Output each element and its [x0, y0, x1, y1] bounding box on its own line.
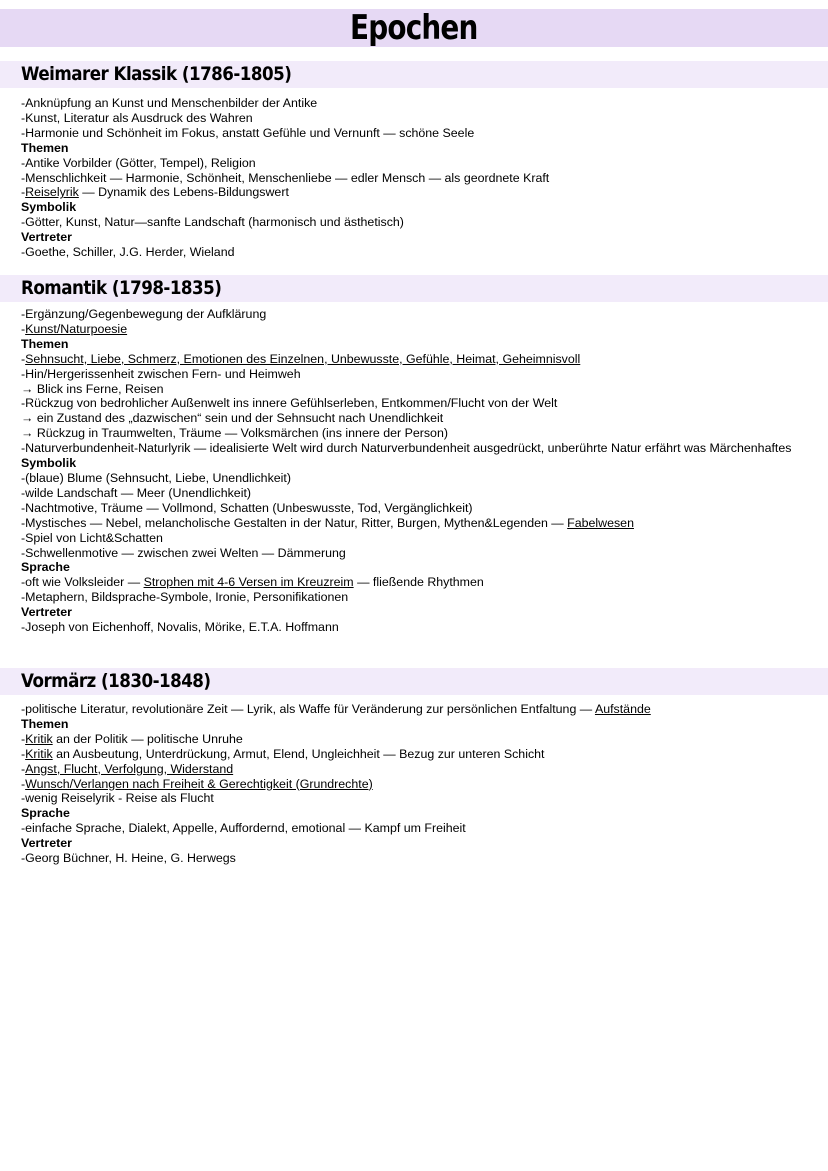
text-line: -Götter, Kunst, Natur—sanfte Landschaft (harmonisch und ästhetisch): [21, 215, 404, 230]
text-fragment: -: [21, 746, 26, 761]
text-line: -Georg Büchner, H. Heine, G. Herwegs: [21, 851, 236, 866]
text-line: -Ergänzung/Gegenbewegung der Aufklärung: [21, 307, 267, 321]
underlined-text: Wunsch/Verlangen nach Freiheit & Gerechtigkeit (Grundrechte): [25, 776, 373, 791]
text-line: → ein Zustand des „dazwischen“ sein und der Sehnsucht nach Unendlichkeit: [21, 411, 444, 426]
subheading-sprache: Sprache: [21, 806, 70, 821]
page-title-bar: [0, 9, 828, 47]
text-line: -Anknüpfung an Kunst und Menschenbilder der Antike: [21, 96, 318, 110]
text-line: -Spiel von Licht&Schatten: [21, 530, 163, 545]
underlined-text: Aufstände: [594, 702, 651, 716]
text-line: [21, 747, 811, 762]
subheading-sprache: Sprache: [21, 560, 70, 575]
subheading-themen: Themen: [21, 140, 69, 155]
section-body-klassik: [21, 96, 811, 260]
subheading-themen: Themen: [21, 336, 69, 351]
section-heading-bar-vormaerz: [0, 668, 828, 695]
text-line: -Joseph von Eichenhoff, Novalis, Mörike, E.T.A. Hoffmann: [21, 620, 339, 635]
text-line: [21, 516, 811, 531]
text-fragment: -: [21, 351, 26, 366]
underlined-text: Reiselyrik: [25, 185, 79, 200]
section-body-romantik: [21, 307, 811, 635]
text-line: -Hin/Hergerissenheit zwischen Fern- und Heimweh: [21, 366, 301, 381]
text-line: -(blaue) Blume (Sehnsucht, Liebe, Unendlichkeit): [21, 470, 291, 485]
subheading-vertreter: Vertreter: [21, 836, 72, 851]
subheading-symbolik: Symbolik: [21, 456, 77, 471]
text-fragment: -: [21, 185, 26, 200]
text-fragment: -: [21, 761, 26, 776]
text-line: -Naturverbundenheit-Naturlyrik — idealisierte Welt wird durch Naturverbundenheit ausgedrückt, unberührte Natur erfährt was Märchenhaftes: [21, 441, 792, 456]
text-fragment: -Mystisches — Nebel, melancholische Gestalten in der Natur, Ritter, Burgen, Mythen&Legenden —: [21, 515, 568, 530]
text-line: [21, 352, 811, 367]
text-line: [21, 322, 811, 337]
underlined-text: Fabelwesen: [567, 515, 634, 530]
section-heading-vormaerz: Vormärz (1830-1848): [21, 670, 211, 692]
underlined-text: Sehnsucht, Liebe, Schmerz, Emotionen des Einzelnen, Unbewusste, Gefühle, Heimat, Geheimnisvoll: [25, 351, 581, 366]
text-line: -wilde Landschaft — Meer (Unendlichkeit): [21, 485, 252, 500]
text-line: [21, 777, 811, 792]
underlined-text: Strophen mit 4-6 Versen im Kreuzreim: [143, 575, 354, 590]
subheading-themen: Themen: [21, 716, 69, 731]
text-fragment: an Ausbeutung, Unterdrückung, Armut, Elend, Ungleichheit — Bezug zur unteren Schicht: [52, 746, 545, 761]
text-fragment: -oft wie Volksleider —: [21, 575, 144, 590]
section-heading-bar-romantik: [0, 275, 828, 302]
text-fragment: -politische Literatur, revolutionäre Zeit — Lyrik, als Waffe für Veränderung zur persönlichen Entfaltung —: [21, 702, 595, 716]
text-line: -Nachtmotive, Träume — Vollmond, Schatten (Unbeswusste, Tod, Vergänglichkeit): [21, 500, 473, 515]
text-line: → Blick ins Ferne, Reisen: [21, 381, 164, 396]
text-line: -einfache Sprache, Dialekt, Appelle, Auffordernd, emotional — Kampf um Freiheit: [21, 821, 466, 836]
text-line: [21, 575, 811, 590]
text-line: [21, 762, 811, 777]
subheading-vertreter: Vertreter: [21, 605, 72, 620]
text-fragment: — Dynamik des Lebens-Bildungswert: [78, 185, 289, 200]
text-line: -Menschlichkeit — Harmonie, Schönheit, Menschenliebe — edler Mensch — als geordnete Kraft: [21, 170, 550, 185]
subheading-symbolik: Symbolik: [21, 200, 77, 215]
text-line: → Rückzug in Traumwelten, Träume — Volksmärchen (ins innere der Person): [21, 426, 448, 441]
text-line: [21, 185, 811, 200]
text-line: -Antike Vorbilder (Götter, Tempel), Religion: [21, 155, 256, 170]
underlined-text: Kritik: [25, 731, 53, 746]
text-line: -Goethe, Schiller, J.G. Herder, Wieland: [21, 245, 235, 260]
text-line: [21, 702, 811, 717]
text-fragment: -: [21, 321, 26, 336]
section-heading-romantik: Romantik (1798-1835): [21, 277, 222, 299]
text-line: -Schwellenmotive — zwischen zwei Welten — Dämmerung: [21, 545, 346, 560]
page-title: Epochen: [350, 8, 478, 48]
section-body-vormaerz: [21, 702, 811, 866]
text-line: -Metaphern, Bildsprache-Symbole, Ironie, Personifikationen: [21, 590, 349, 605]
section-heading-klassik: Weimarer Klassik (1786-1805): [21, 63, 292, 85]
subheading-vertreter: Vertreter: [21, 230, 72, 245]
underlined-text: Angst, Flucht, Verfolgung, Widerstand: [25, 761, 234, 776]
text-line: [21, 732, 811, 747]
underlined-text: Kunst/Naturpoesie: [25, 321, 128, 336]
text-line: -Kunst, Literatur als Ausdruck des Wahren: [21, 110, 253, 125]
underlined-text: Kritik: [25, 746, 53, 761]
text-line: -Rückzug von bedrohlicher Außenwelt ins innere Gefühlserleben, Entkommen/Flucht von der Welt: [21, 396, 558, 411]
text-fragment: -: [21, 776, 26, 791]
text-fragment: -: [21, 731, 26, 746]
text-fragment: an der Politik — politische Unruhe: [52, 731, 243, 746]
text-line: -wenig Reiselyrik - Reise als Flucht: [21, 791, 214, 806]
section-heading-bar-klassik: [0, 61, 828, 88]
text-fragment: — fließende Rhythmen: [353, 575, 484, 590]
text-line: -Harmonie und Schönheit im Fokus, anstatt Gefühle und Vernunft — schöne Seele: [21, 125, 475, 140]
